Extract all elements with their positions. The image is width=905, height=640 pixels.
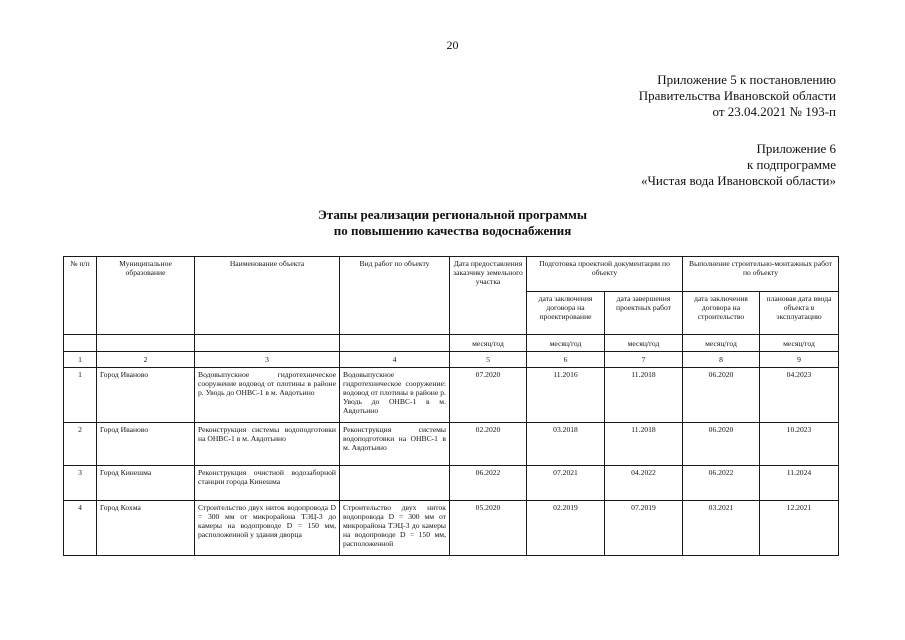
stages-table: [63, 256, 839, 556]
row-number: 4: [64, 501, 97, 556]
work-type-cell: Реконструкция системы водоподготовки на ОНВС-1 в м. Авдотьино: [340, 423, 450, 466]
column-number: 4: [340, 352, 450, 368]
construction-contract-cell: 06.2020: [683, 423, 760, 466]
header-unit-spacer: [64, 335, 97, 352]
table-row: [64, 423, 839, 466]
design-contract-cell: 03.2018: [527, 423, 605, 466]
column-number: 2: [97, 352, 195, 368]
header-construction-group: Выполнение строительно-монтажных работ по объекту: [683, 257, 839, 292]
table-row: [64, 466, 839, 501]
work-type-cell: Водовыпускное гидротехническое сооружение: водовод от плотины в районе р. Уводь до ОНВС-1 в м. Авдотьино: [340, 368, 450, 423]
design-contract-cell: 07.2021: [527, 466, 605, 501]
row-number: 2: [64, 423, 97, 466]
header-commissioning-date: плановая дата ввода объекта в эксплуатацию: [760, 292, 839, 335]
header-unit-col7: месяц/год: [605, 335, 683, 352]
municipality-cell: Город Иваново: [97, 423, 195, 466]
header-unit-spacer: [340, 335, 450, 352]
header-unit-col8: месяц/год: [683, 335, 760, 352]
object-name-cell: Водовыпускное гидротехническое сооружение водовод от плотины в районе р. Уводь до ОНВС-1 в м. Авдотьино: [195, 368, 340, 423]
column-number: 5: [450, 352, 527, 368]
header-construction-contract-date: дата заключения договора на строительство: [683, 292, 760, 335]
header-object-name: Наименование объекта: [195, 257, 340, 335]
document-title-line-2: по повышению качества водоснабжения: [333, 223, 572, 238]
commissioning-cell: 11.2024: [760, 466, 839, 501]
appendix-5-line-2: Правительства Ивановской области: [638, 88, 836, 103]
header-number: № п/п: [64, 257, 97, 335]
appendix-5-reference: [639, 72, 836, 120]
appendix-5-line-3: от 23.04.2021 № 193-п: [712, 104, 836, 119]
construction-contract-cell: 03.2021: [683, 501, 760, 556]
header-unit-spacer: [195, 335, 340, 352]
appendix-6-line-2: к подпрограмме: [746, 157, 836, 172]
municipality-cell: Город Кохма: [97, 501, 195, 556]
appendix-5-line-1: Приложение 5 к постановлению: [657, 72, 836, 87]
column-number: 9: [760, 352, 839, 368]
column-number: 7: [605, 352, 683, 368]
column-number: 8: [683, 352, 760, 368]
design-completion-cell: 07.2019: [605, 501, 683, 556]
land-handover-cell: 06.2022: [450, 466, 527, 501]
municipality-cell: Город Иваново: [97, 368, 195, 423]
document-title: [0, 207, 905, 239]
land-handover-cell: 07.2020: [450, 368, 527, 423]
appendix-6-line-1: Приложение 6: [756, 141, 836, 156]
header-land-handover-date: Дата предоставления заказчику земельного участка: [450, 257, 527, 335]
object-name-cell: Строительство двух ниток водопровода D = 300 мм от микрорайона ТЭЦ-3 до камеры на водопроводе D = 150 мм, расположенной у здания дворца: [195, 501, 340, 556]
design-completion-cell: 04.2022: [605, 466, 683, 501]
header-unit-col9: месяц/год: [760, 335, 839, 352]
column-number: 6: [527, 352, 605, 368]
commissioning-cell: 04.2023: [760, 368, 839, 423]
land-handover-cell: 02.2020: [450, 423, 527, 466]
column-number: 1: [64, 352, 97, 368]
design-contract-cell: 02.2019: [527, 501, 605, 556]
header-unit-spacer: [97, 335, 195, 352]
column-number: 3: [195, 352, 340, 368]
header-work-type: Вид работ по объекту: [340, 257, 450, 335]
object-name-cell: Реконструкция очистной водозаборной станции города Кинешма: [195, 466, 340, 501]
header-design-completion-date: дата завершения проектных работ: [605, 292, 683, 335]
header-design-group: Подготовка проектной документации по объекту: [527, 257, 683, 292]
construction-contract-cell: 06.2020: [683, 368, 760, 423]
work-type-cell: [340, 466, 450, 501]
page-number: 20: [446, 38, 459, 52]
row-number: 1: [64, 368, 97, 423]
header-municipality: Муниципальное образование: [97, 257, 195, 335]
design-completion-cell: 11.2018: [605, 368, 683, 423]
design-completion-cell: 11.2018: [605, 423, 683, 466]
object-name-cell: Реконструкция системы водоподготовки на ОНВС-1 в м. Авдотьино: [195, 423, 340, 466]
commissioning-cell: 12.2021: [760, 501, 839, 556]
header-unit-col5: месяц/год: [450, 335, 527, 352]
commissioning-cell: 10.2023: [760, 423, 839, 466]
table-row: [64, 501, 839, 556]
row-number: 3: [64, 466, 97, 501]
design-contract-cell: 11.2016: [527, 368, 605, 423]
land-handover-cell: 05.2020: [450, 501, 527, 556]
header-unit-col6: месяц/год: [527, 335, 605, 352]
appendix-6-reference: [641, 141, 836, 189]
construction-contract-cell: 06.2022: [683, 466, 760, 501]
municipality-cell: Город Кинешма: [97, 466, 195, 501]
work-type-cell: Строительство двух ниток водопровода D = 300 мм от микрорайона ТЭЦ-3 до камеры на водопроводе D = 150 мм, расположенной: [340, 501, 450, 556]
table-row: [64, 368, 839, 423]
header-design-contract-date: дата заключения договора на проектирование: [527, 292, 605, 335]
document-title-line-1: Этапы реализации региональной программы: [317, 207, 588, 222]
appendix-6-line-3: «Чистая вода Ивановской области»: [640, 173, 836, 188]
